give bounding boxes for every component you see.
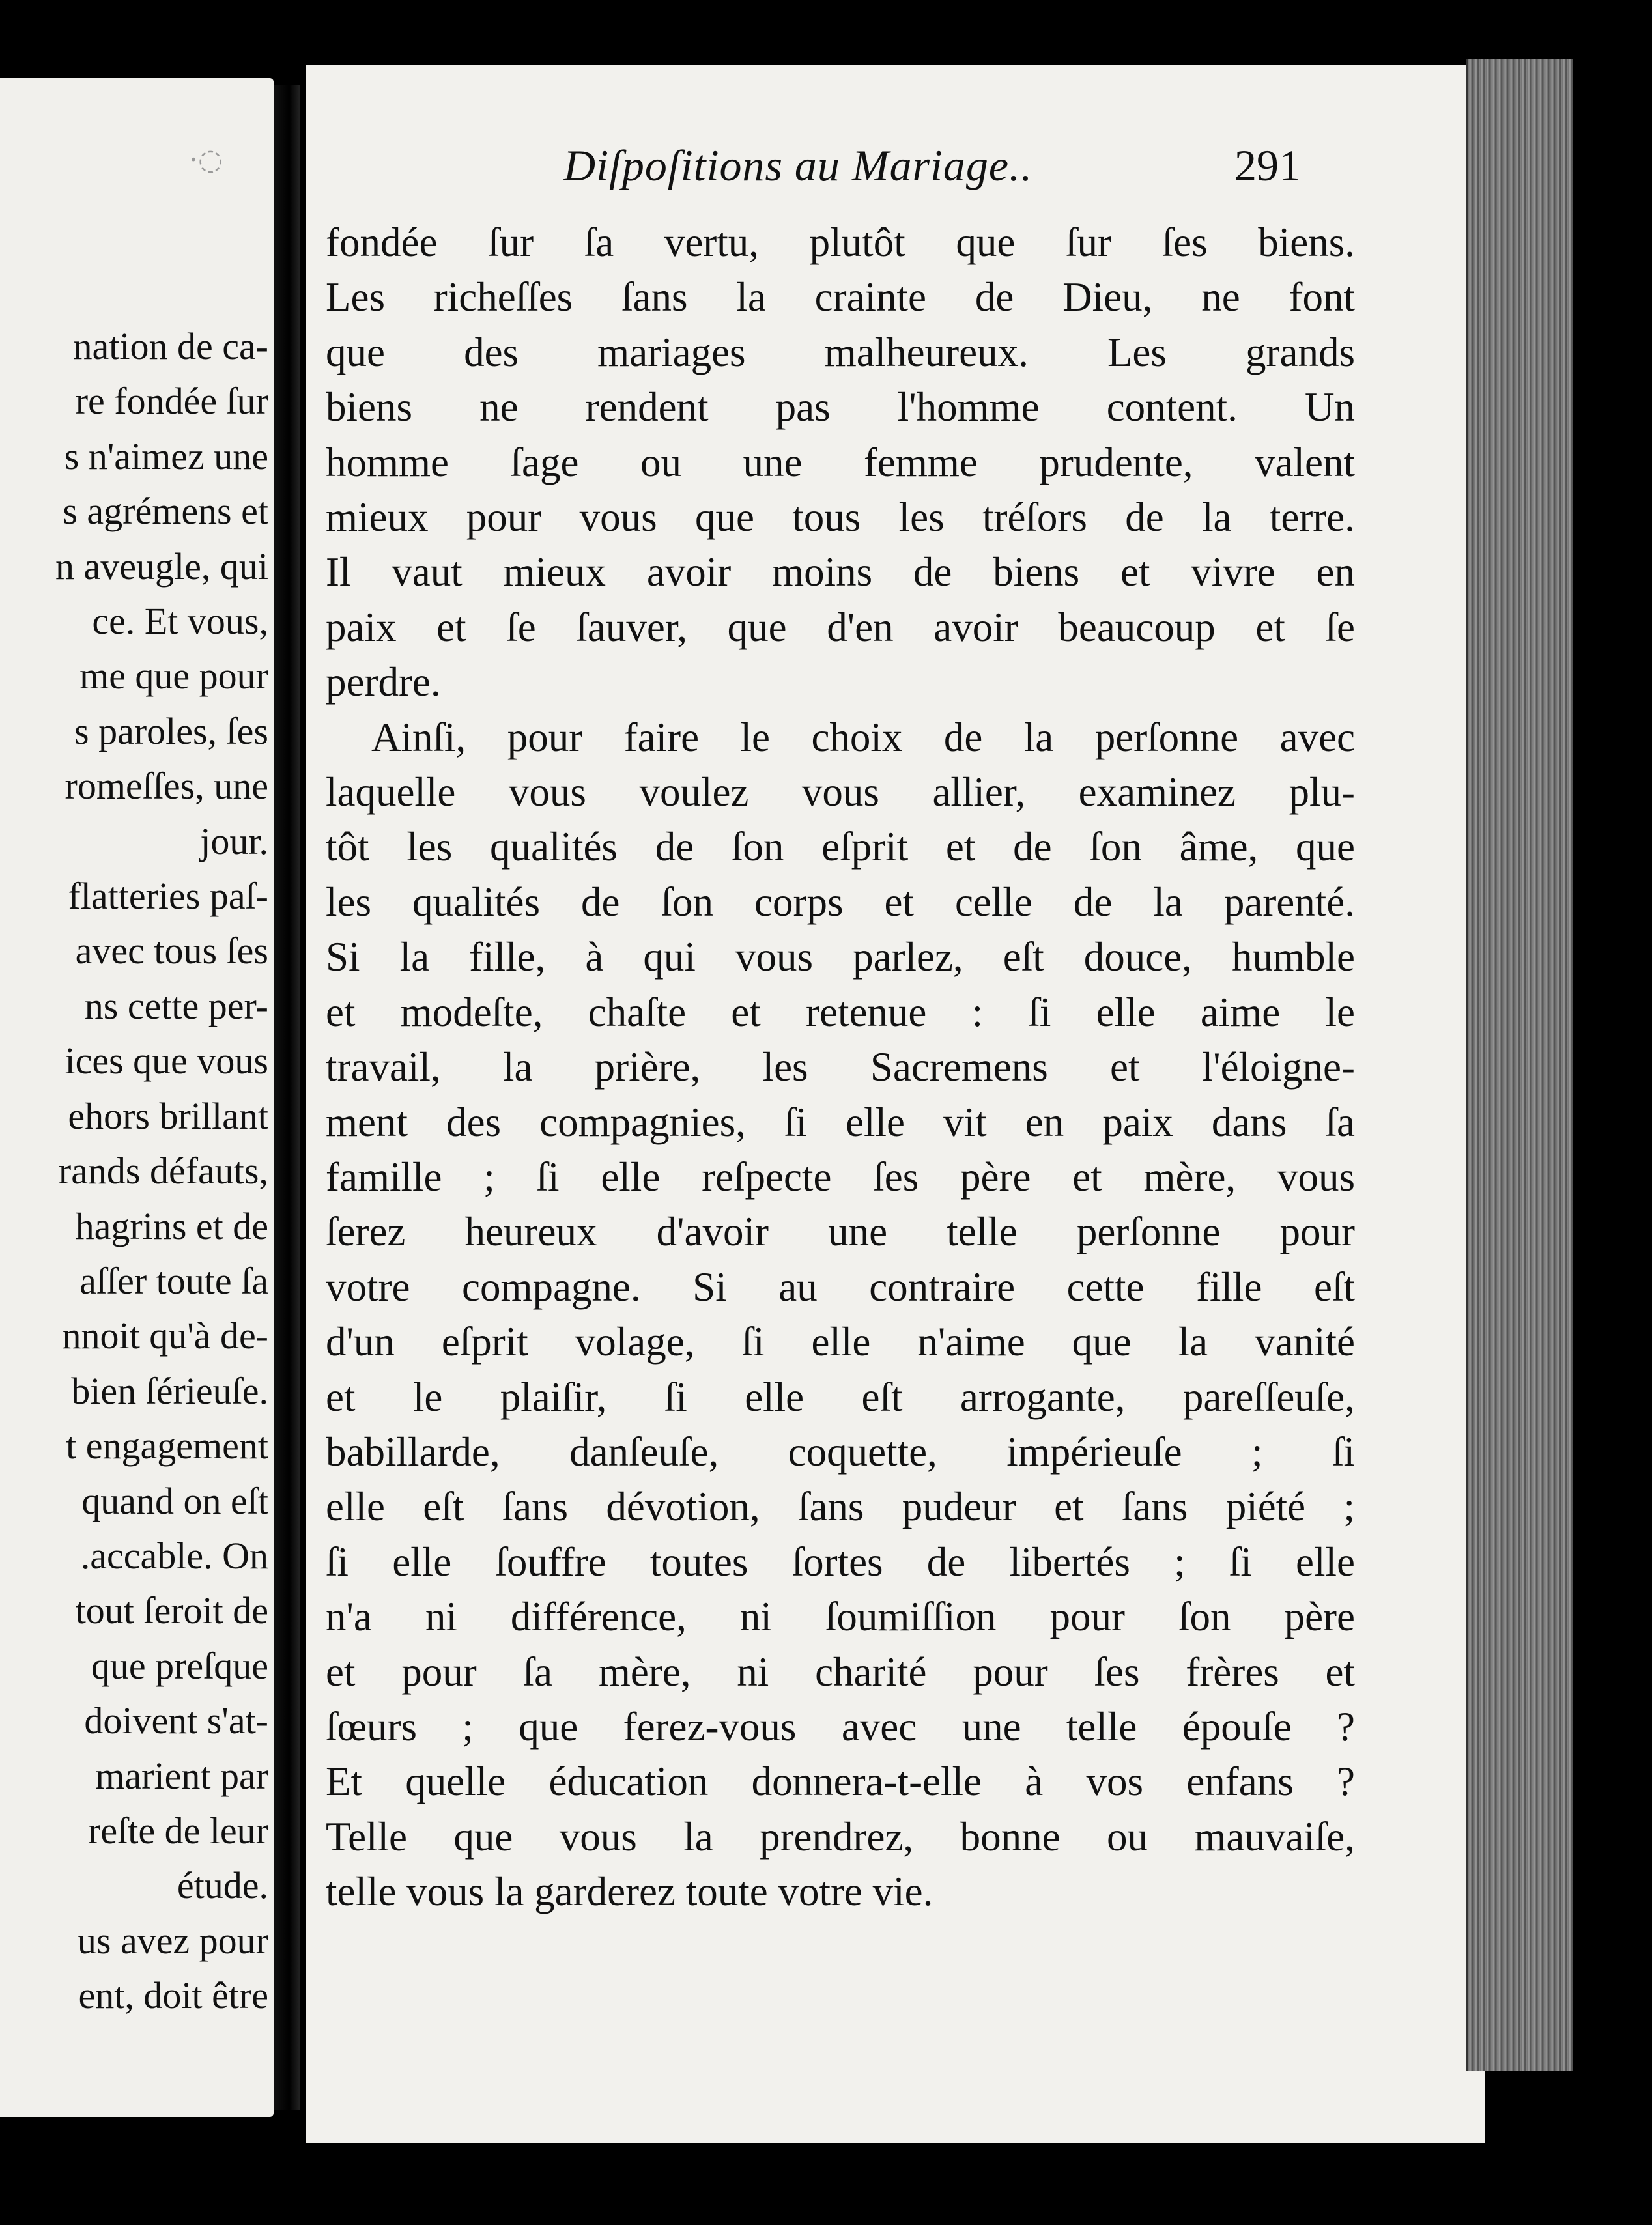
text-line: perdre. [326, 659, 441, 705]
left-text-line: doivent s'at- [84, 1699, 268, 1742]
text-line: Les richeſſes ſans la crainte de Dieu, ne font [326, 274, 1355, 320]
left-text-line: aſſer toute ſa [79, 1259, 268, 1302]
left-text-line: t engagement [66, 1424, 268, 1467]
left-text-line: s agrémens et [63, 490, 268, 533]
text-line: Et quelle éducation donnera-t-elle à vos enfans ? [326, 1759, 1355, 1805]
text-line: ſi elle ſouffre toutes ſortes de libertés ; ſi elle [326, 1538, 1355, 1585]
text-line: et modeſte, chaſte et retenue : ſi elle aime le [326, 989, 1355, 1035]
left-text-line: ns cette per- [84, 984, 268, 1027]
running-title: Diſpoſitions au Mariage.. [563, 141, 1033, 190]
left-text-line: me que pour [79, 655, 268, 698]
text-line: laquelle vous voulez vous allier, examinez plu- [326, 769, 1355, 815]
left-text-line: marient par [95, 1754, 268, 1797]
right-page [306, 65, 1485, 2143]
left-text-line: n aveugle, qui [55, 545, 268, 588]
left-text-line: jour. [200, 819, 268, 862]
text-line: tôt les qualités de ſon eſprit et de ſon âme, que [326, 824, 1355, 870]
text-line: Si la fille, à qui vous parlez, eſt douce, humble [326, 934, 1355, 980]
text-line: et le plaiſir, ſi elle eſt arrogante, pareſſeuſe, [326, 1374, 1355, 1420]
left-text-line: étude. [177, 1864, 268, 1907]
left-page [0, 78, 274, 2117]
text-line: Telle que vous la prendrez, bonne ou mauvaiſe, [326, 1813, 1355, 1860]
left-text-line: nation de ca- [73, 325, 268, 367]
left-text-line: ce. Et vous, [92, 600, 268, 643]
left-text-line: re fondée ſur [75, 380, 268, 423]
left-text-line: avec tous ſes [75, 929, 268, 972]
text-line: les qualités de ſon corps et celle de la parenté. [326, 879, 1355, 925]
text-line: mieux pour vous que tous les tréſors de la terre. [326, 494, 1355, 541]
left-text-line: ices que vous [64, 1040, 268, 1083]
left-text-line: s paroles, ſes [74, 709, 268, 752]
left-text-line: reſte de leur [88, 1809, 268, 1852]
left-text-line: us avez pour [77, 1919, 268, 1962]
page-number: 291 [1234, 141, 1301, 190]
left-text-line: romeſſes, une [64, 765, 268, 808]
left-text-line: tout ſeroit de [75, 1589, 268, 1632]
left-text-line: .accable. On [80, 1534, 268, 1577]
left-text-line: rands défauts, [58, 1150, 268, 1193]
left-text-line: hagrins et de [75, 1204, 268, 1247]
left-text-line: ehors brillant [68, 1094, 268, 1137]
left-text-line: flatteries paſ- [68, 875, 268, 918]
text-line: n'a ni différence, ni ſoumiſſion pour ſon père [326, 1594, 1355, 1640]
left-text-line: nnoit qu'à de- [62, 1314, 268, 1357]
book-gutter [274, 85, 300, 2110]
text-line: elle eſt ſans dévotion, ſans pudeur et ſans piété ; [326, 1484, 1355, 1530]
left-text-line: bien ſérieuſe. [71, 1369, 268, 1412]
left-text-line: quand on eſt [81, 1479, 268, 1522]
text-line: telle vous la garderez toute votre vie. [326, 1869, 933, 1915]
text-line: homme ſage ou une femme prudente, valent [326, 439, 1355, 485]
text-line: votre compagne. Si au contraire cette fille eſt [326, 1264, 1355, 1310]
text-line: biens ne rendent pas l'homme content. Un [326, 384, 1355, 431]
left-text-line: ent, doit être [78, 1974, 268, 2017]
text-line: Il vaut mieux avoir moins de biens et vivre en [326, 549, 1355, 595]
text-line: travail, la prière, les Sacremens et l'éloigne- [326, 1044, 1355, 1090]
text-line: ment des compagnies, ſi elle vit en paix dans ſa [326, 1099, 1355, 1145]
text-line: paix et ſe ſauver, que d'en avoir beaucoup et ſe [326, 604, 1355, 650]
left-page-text [55, 319, 268, 2024]
text-line: d'un eſprit volage, ſi elle n'aime que la vanité [326, 1319, 1355, 1365]
text-line: ſerez heureux d'avoir une telle perſonne pour [326, 1209, 1355, 1255]
page-edge-stack [1466, 59, 1573, 2071]
text-line: babillarde, danſeuſe, coquette, impérieuſe ; ſi [326, 1428, 1355, 1475]
left-text-line: que preſque [91, 1644, 268, 1687]
page-body-text [326, 215, 1355, 1920]
text-line: famille ; ſi elle reſpecte ſes père et mère, vous [326, 1154, 1355, 1200]
text-line: ſœurs ; que ferez-vous avec une telle épouſe ? [326, 1703, 1355, 1750]
left-text-line: s n'aimez une [64, 434, 268, 477]
text-line: et pour ſa mère, ni charité pour ſes frères et [326, 1649, 1355, 1695]
text-line: que des mariages malheureux. Les grands [326, 329, 1355, 375]
text-line: fondée ſur ſa vertu, plutôt que ſur ſes biens. [326, 220, 1355, 265]
text-line: Ainſi, pour faire le choix de la perſonne avec [371, 714, 1355, 760]
left-page-ornament: ·◌ [189, 143, 223, 177]
